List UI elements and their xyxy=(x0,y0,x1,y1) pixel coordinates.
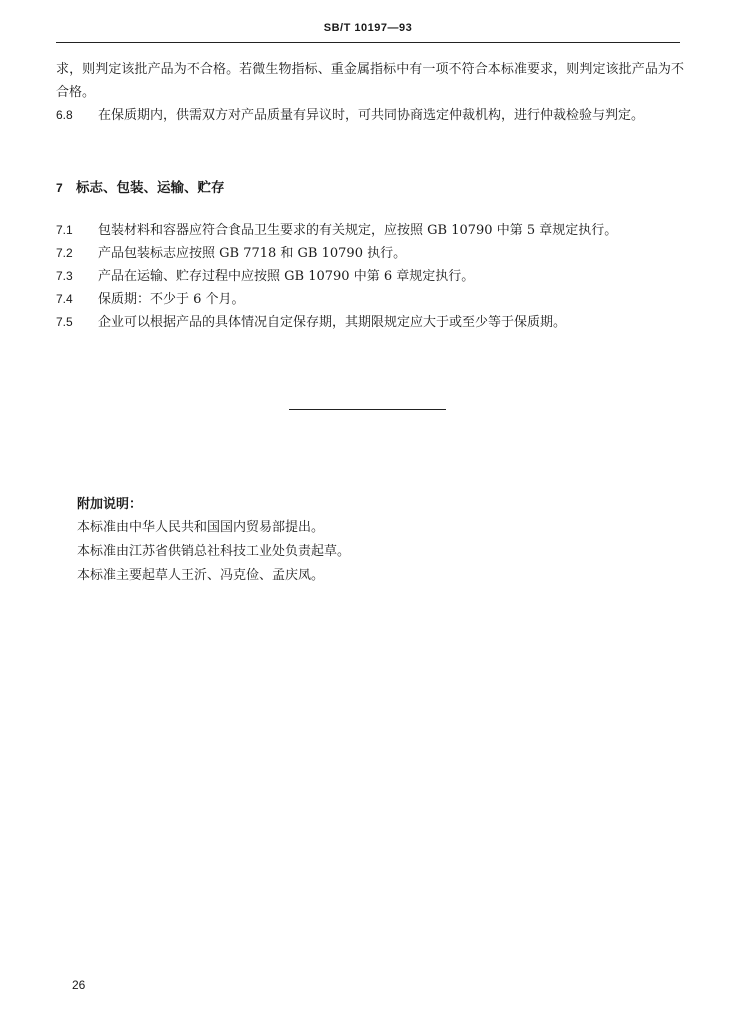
clause-number: 7.5 xyxy=(56,315,73,329)
clause-text: 包装材料和容器应符合食品卫生要求的有关规定，应按照 GB 10790 中第 5 章规定执行。 xyxy=(98,223,618,238)
page-number: 26 xyxy=(72,978,86,992)
standard-code: SB/T 10197—93 xyxy=(323,22,413,34)
clause-7-5 xyxy=(56,311,566,330)
header-divider xyxy=(56,42,680,43)
clause-text: 企业可以根据产品的具体情况自定保存期，其期限规定应大于或至少等于保质期。 xyxy=(98,315,567,330)
notes-title: 附加说明： xyxy=(77,497,143,512)
section-title: 标志、包装、运输、贮存 xyxy=(76,180,225,196)
clause-7-3 xyxy=(56,265,474,284)
clause-number: 7.4 xyxy=(56,292,73,306)
clause-number: 7.1 xyxy=(56,223,73,237)
end-divider xyxy=(289,409,446,410)
clause-6-8 xyxy=(56,104,684,127)
clause-text: 在保质期内，供需双方对产品质量有异议时，可共同协商选定仲裁机构，进行仲裁检验与判定。 xyxy=(98,108,645,123)
clause-number: 7.2 xyxy=(56,246,73,260)
clause-number: 6.8 xyxy=(56,108,73,122)
clause-7-4 xyxy=(56,288,245,307)
clause-7-2 xyxy=(56,242,406,261)
clause-7-1 xyxy=(56,219,617,238)
clause-text: 产品包装标志应按照 GB 7718 和 GB 10790 执行。 xyxy=(98,246,407,261)
notes-line: 本标准由中华人民共和国国内贸易部提出。 xyxy=(77,520,325,535)
continuation-paragraph: 求，则判定该批产品为不合格。若微生物指标、重金属指标中有一项不符合本标准要求，则判定该批产品为不合格。 xyxy=(56,62,684,100)
clause-text: 产品在运输、贮存过程中应按照 GB 10790 中第 6 章规定执行。 xyxy=(98,269,475,284)
clause-text: 保质期：不少于 6 个月。 xyxy=(98,292,245,307)
section-7-heading xyxy=(56,176,225,196)
notes-line: 本标准主要起草人王沂、冯克俭、孟庆凤。 xyxy=(77,568,325,583)
section-number: 7 xyxy=(56,181,63,195)
notes-line: 本标准由江苏省供销总社科技工业处负责起草。 xyxy=(77,544,351,559)
clause-number: 7.3 xyxy=(56,269,73,283)
